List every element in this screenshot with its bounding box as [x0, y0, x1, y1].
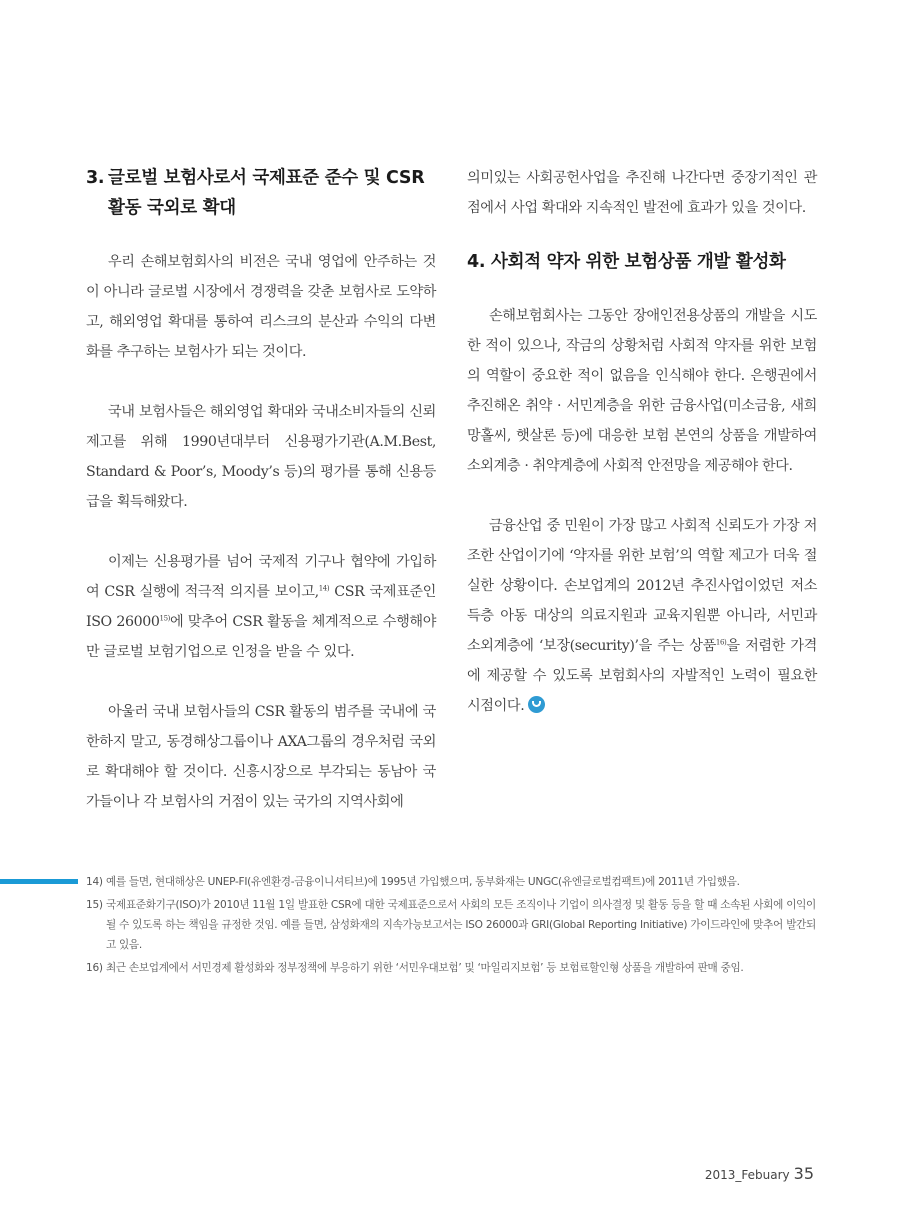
- footnote-accent-bar: [0, 879, 78, 884]
- left-paragraph-3: [86, 547, 436, 667]
- footnote-number: 16): [86, 962, 103, 974]
- left-paragraph-1: 우리 손해보험회사의 비전은 국내 영업에 안주하는 것이 아니라 글로벌 시장에서 경쟁력을 갖춘 보험사로 도약하고, 해외영업 확대를 통하여 리스크의 분산과 수익의 다변화를 추구하는 보험사가 되는 것이다.: [86, 254, 436, 360]
- footnote-ref-14: 14): [318, 584, 330, 593]
- left-paragraph-3-part-a: 이제는 신용평가를 넘어 국제적 기구나 협약에 가입하여 CSR 실행에 적극적 의지를 보이고,: [86, 554, 436, 600]
- left-paragraph-2: 국내 보험사들은 해외영업 확대와 국내소비자들의 신뢰 제고를 위해 1990년대부터 신용평가기관(A.M.Best, Standard & Poor’s, Moody’s 등)의 평가를 통해 신용등급을 획득해왔다.: [86, 404, 436, 510]
- page-footer: [705, 1164, 814, 1183]
- right-paragraph-2-part-a: 금융산업 중 민원이 가장 많고 사회적 신뢰도가 가장 저조한 산업이기에 ‘약자를 위한 보험’의 역할 제고가 더욱 절실한 상황이다. 손보업계의 2012년 추진사업이었던 저소득층 아동 대상의 의료지원과 교육지원뿐 아니라, 서민과 소외계층에 ‘보장(security)’을 주는 상품: [467, 518, 817, 654]
- issue-label: 2013_Febuary: [704, 1168, 790, 1182]
- left-column: [86, 163, 436, 817]
- right-paragraph-2-part-b: 을 저렴한 가격에 제공할 수 있도록 보험회사의 자발적인 노력이 필요한 시점이다.: [467, 638, 817, 714]
- left-paragraph-4: 아울러 국내 보험사들의 CSR 활동의 범주를 국내에 국한하지 말고, 동경해상그룹이나 AXA그룹의 경우처럼 국외로 확대해야 할 것이다. 신흥시장으로 부각되는 동남아 국가들이나 각 보험사의 거점이 있는 국가의 지역사회에: [86, 704, 436, 810]
- right-paragraph-1: 손해보험회사는 그동안 장애인전용상품의 개발을 시도한 적이 있으나, 작금의 상황처럼 사회적 약자를 위한 보험의 역할이 중요한 적이 없음을 인식해야 한다. 은행권에서 추진해온 취약 · 서민계층을 위한 금융사업(미소금융, 새희망홀씨, 햇살론 등)에 대응한 보험 본연의 상품을 개발하여 소외계층 · 취약계층에 사회적 안전망을 제공해야 한다.: [467, 308, 817, 474]
- footnote-16: [86, 958, 816, 978]
- footnote-number: 14): [86, 876, 103, 888]
- section-3-title-line2: 활동 국외로 확대: [108, 198, 236, 218]
- footnote-ref-16: 16): [715, 638, 727, 647]
- section-3-heading: [86, 163, 436, 223]
- section-3-number: 3.: [86, 168, 105, 188]
- footnote-text: 예를 들면, 현대해상은 UNEP-FI(유엔환경-금융이니셔티브)에 1995년 가입했으며, 동부화재는 UNGC(유엔글로벌컴팩트)에 2011년 가입했음.: [106, 876, 740, 888]
- right-column: [467, 163, 817, 721]
- footnote-text: 최근 손보업계에서 서민경제 활성화와 정부정책에 부응하기 위한 ‘서민우대보험’ 및 ‘마일리지보험’ 등 보험료할인형 상품을 개발하여 판매 중임.: [106, 962, 744, 974]
- section-4-heading: 4. 사회적 약자 위한 보험상품 개발 활성화: [467, 252, 786, 272]
- article-end-icon: [528, 696, 545, 713]
- page-number: 35: [793, 1164, 814, 1183]
- left-paragraph-3-part-b: CSR 국제표준인 ISO 26000: [86, 584, 436, 630]
- right-paragraph-continued: 의미있는 사회공헌사업을 추진해 나간다면 중장기적인 관점에서 사업 확대와 지속적인 발전에 효과가 있을 것이다.: [467, 170, 817, 216]
- footnote-number: 15): [86, 899, 103, 911]
- left-paragraph-3-part-c: 에 맞추어 CSR 활동을 체계적으로 수행해야만 글로벌 보험기업으로 인정을 받을 수 있다.: [86, 614, 436, 660]
- section-3-title-line1: 글로벌 보험사로서 국제표준 준수 및 CSR: [108, 168, 425, 188]
- footnote-14: [86, 872, 816, 892]
- footnote-text: 국제표준화기구(ISO)가 2010년 11월 1일 발표한 CSR에 대한 국제표준으로서 사회의 모든 조직이나 기업이 의사결정 및 활동 등을 할 때 소속된 사회에 이익이 될 수 있도록 하는 책임을 규정한 것임. 예를 들면, 삼성화재의 지속가능보고서는 ISO 26000과 GRI(Global Reporting Initiative) 가이드라인에 맞추어 발간되고 있음.: [106, 899, 816, 951]
- footnote-ref-15: 15): [159, 614, 170, 623]
- footnote-15: [86, 895, 816, 955]
- right-paragraph-2: [467, 511, 817, 721]
- footnotes: [86, 872, 816, 981]
